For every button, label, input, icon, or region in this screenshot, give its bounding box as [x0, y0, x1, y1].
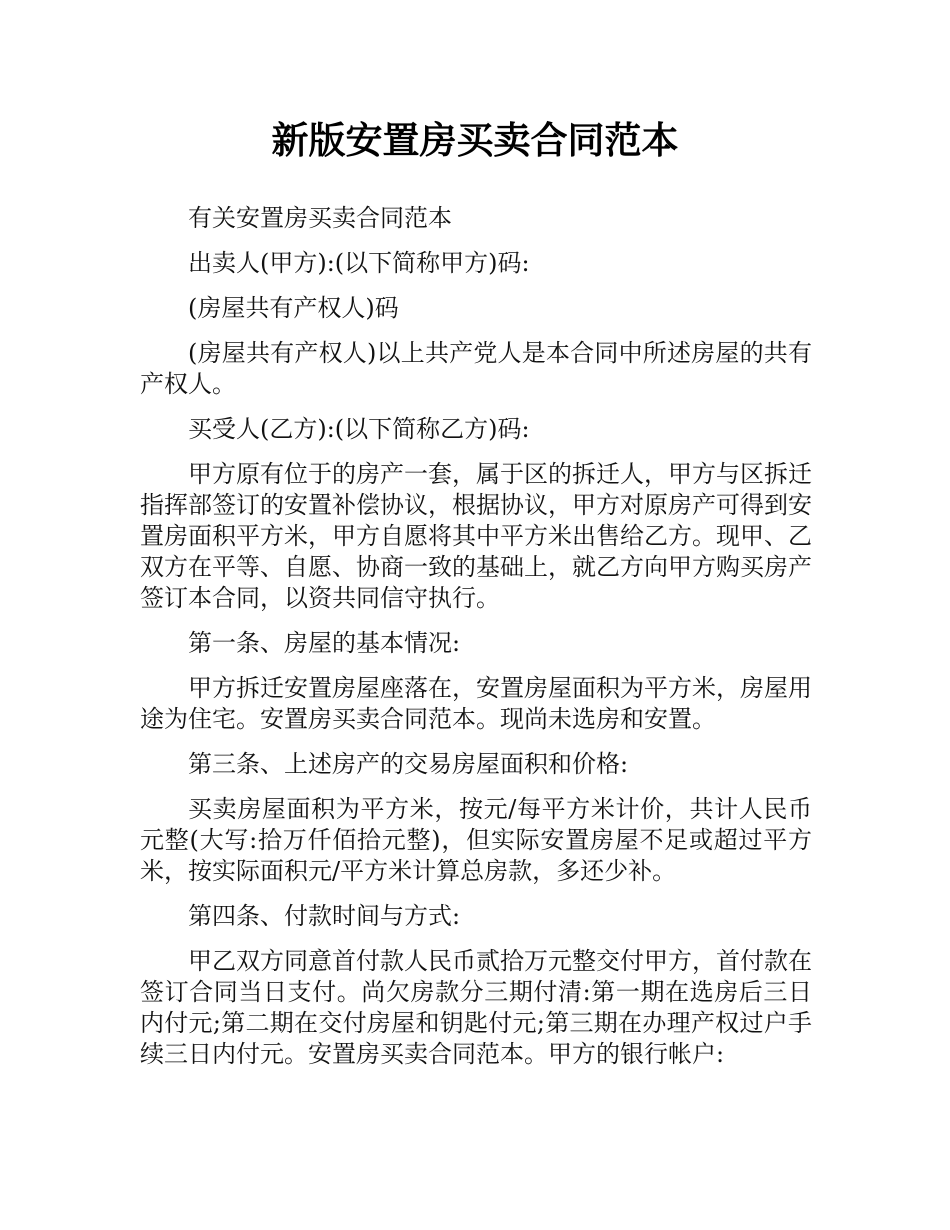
paragraph-seller: 出卖人(甲方):(以下简称甲方)码:	[188, 249, 530, 277]
paragraph-article-4-body: 甲乙双方同意首付款人民币贰拾万元整交付甲方，首付款在签订合同当日支付。尚欠房款分三期付清:第一期在选房后三日内付元;第二期在交付房屋和钥匙付元;第三期在办理产权过户手续三日内付元。安置房买卖合同范本。甲方的银行帐户:	[140, 947, 812, 1068]
paragraph-co-owner: (房屋共有产权人)码	[188, 294, 399, 322]
paragraph-article-4-heading: 第四条、付款时间与方式:	[188, 902, 461, 930]
paragraph-background: 甲方原有位于的房产一套，属于区的拆迁人，甲方与区拆迁指挥部签订的安置补偿协议，根据协议，甲方对原房产可得到安置房面积平方米，甲方自愿将其中平方米出售给乙方。现甲、乙双方在平等、自愿、协商一致的基础上，就乙方向甲方购买房产签订本合同，以资共同信守执行。	[140, 460, 812, 612]
document-title: 新版安置房买卖合同范本	[271, 119, 679, 162]
paragraph-article-1-body: 甲方拆迁安置房屋座落在，安置房屋面积为平方米，房屋用途为住宅。安置房买卖合同范本。现尚未选房和安置。	[140, 674, 812, 733]
paragraph-buyer: 买受人(乙方):(以下简称乙方)码:	[188, 415, 530, 443]
paragraph-article-3-body: 买卖房屋面积为平方米，按元/每平方米计价，共计人民币元整(大写:拾万仟佰拾元整)，但实际安置房屋不足或超过平方米，按实际面积元/平方米计算总房款，多还少补。	[140, 795, 812, 885]
paragraph-article-3-heading: 第三条、上述房产的交易房屋面积和价格:	[188, 750, 629, 778]
paragraph-article-1-heading: 第一条、房屋的基本情况:	[188, 629, 461, 657]
paragraph-co-owner-statement: (房屋共有产权人)以上共产党人是本合同中所述房屋的共有产权人。	[140, 339, 812, 398]
document-body	[140, 203, 812, 1084]
paragraph-intro: 有关安置房买卖合同范本	[188, 204, 452, 232]
